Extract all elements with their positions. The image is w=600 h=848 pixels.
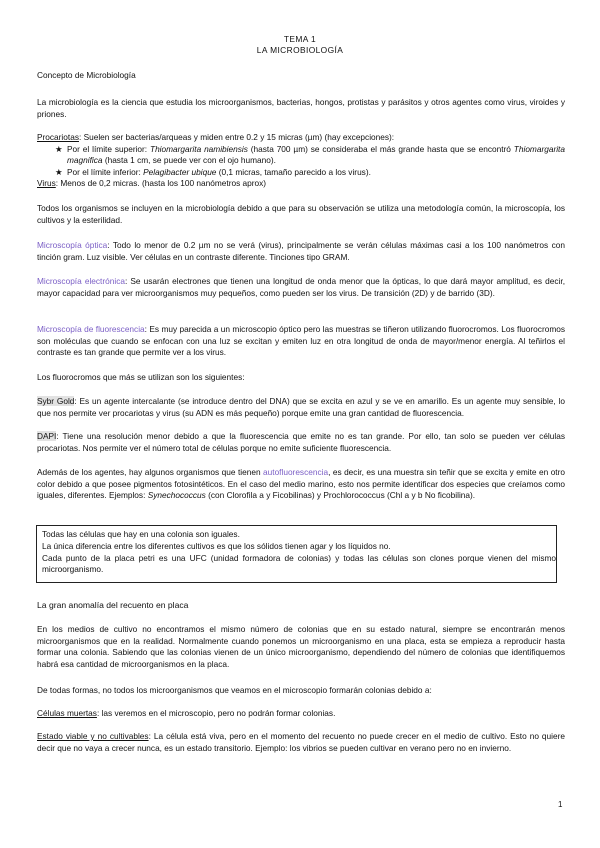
species-name: Thiomargarita magnifica (67, 143, 565, 166)
electronica-text: : Se usarán electrones que tienen una longitud de onda menor que la ópticas, lo que dará mayor amplitud, es decir, mayor capacidad para ver microorganismos muy pequeños, como pueden ser los virus. De transición (2D) y de barrido (3D). (37, 276, 566, 298)
procariotas-label: Procariotas (37, 132, 79, 142)
star-bullet-icon: ★ (55, 166, 63, 177)
chapter-title: LA MICROBIOLOGÍA (256, 45, 344, 55)
todos-paragraph (37, 203, 565, 226)
virus-text: : Menos de 0,2 micras. (hasta los 100 nanómetros aprox) (55, 178, 267, 189)
intro-paragraph (37, 97, 565, 120)
sybr-paragraph (37, 396, 565, 419)
star-bullet-icon: ★ (55, 143, 63, 154)
list-item-text: Por el límite inferior: (67, 166, 144, 177)
viable-paragraph (37, 731, 565, 754)
dapi-text: : Tiene una resolución menor debido a que la fluorescencia que emite no es tan grande. Por ello, tan solo se pueden ver células procariotas. Nos permite ver el número total de células porque no emite suficiente fluorescencia. (37, 431, 565, 453)
auto-text: (con Clorofila a y Ficobilinas) y Prochlorococcus (Chl a y b No ficobilina). (205, 490, 476, 501)
todos-text: Todos los organismos se incluyen en la microbiología debido a que para su observación se utiliza una metodología común, la microscopía, los cultivos y la esterilidad. (37, 203, 565, 225)
section-title-anomalia: La gran anomalía del recuento en placa (37, 600, 189, 610)
viable-label: Estado viable y no cultivables (37, 731, 149, 741)
species-name: Thiomargarita namibiensis (150, 143, 248, 154)
muertas-text: : las veremos en el microscopio, pero no podrán formar colonias. (96, 708, 336, 718)
virus-label: Virus (37, 178, 56, 189)
autofluorescencia-label: autofluorescencia (263, 467, 329, 477)
fluorescencia-paragraph (37, 324, 565, 359)
procariotas-list (37, 144, 565, 179)
species-name: Pelagibacter ubique (143, 166, 217, 177)
list-item (37, 144, 565, 167)
optica-label: Microscopía óptica (37, 240, 108, 250)
optica-paragraph (37, 240, 565, 263)
sybr-text: : Es un agente intercalante (se introduce dentro del DNA) que se excita en azul y se ve en amarillo. Es un agente muy sensible, lo que nos permite ver procariotas y virus (su ADN es más pequeño) porque emite una gran cantidad de fluorescencia. (37, 396, 565, 418)
muertas-label: Células muertas (37, 708, 97, 718)
anomalia-text: En los medios de cultivo no encontramos el mismo número de colonias que en su estado natural, siempre se encontrarán menos microorganismos que en la realidad. Normalmente cuando ponemos un microorganismo en una placa, esta se empieza a reproducir hasta formar una colonia. Sabiendo que las colonias vienen de un único microorganismo, dependiendo del número de colonias que identifiquemos habrá esa cantidad de microorganismos en la placa. (37, 624, 565, 669)
species-name: Synechococcus (147, 490, 206, 501)
procariotas-block (37, 132, 565, 190)
note-line: La única diferencia entre los diferentes cultivos es que los sólidos tienen agar y los líquidos no. (42, 540, 391, 551)
list-item (37, 167, 565, 179)
formas-paragraph: De todas formas, no todos los microorganismos que veamos en el microscopio formarán colonias debido a: (37, 685, 432, 695)
viable-text: : La célula está viva, pero en el momento del recuento no puede crecer en el medio de cultivo. Esto no quiere decir que no vaya a crecer nunca, es un estado transitorio. Ejemplo: los vibrios se pueden cultivar en verano pero no en invierno. (37, 731, 565, 753)
chapter-number: TEMA 1 (283, 34, 317, 44)
muertas-paragraph (37, 708, 565, 720)
list-item-text: Por el límite superior: (67, 143, 150, 154)
section-title-concepto: Concepto de Microbiología (37, 70, 136, 80)
fluorescencia-text: : Es muy parecida a un microscopio óptico pero las muestras se tiñeron utilizando fluorocromos. Los fluorocromos son moléculas que cuando se enfocan con una luz se excitan y emiten luz en otra longitud de onda de mayor/menor energía. Al teñirlos el contraste es tan grande que permite ver a los virus. (37, 324, 565, 358)
list-item-text: (hasta 1 cm, se puede ver con el ojo humano). (102, 155, 276, 166)
autofluorescencia-paragraph (37, 467, 565, 502)
dapi-paragraph (37, 431, 565, 454)
fluorescencia-label: Microscopía de fluorescencia (37, 324, 145, 334)
sybr-label: Sybr Gold (37, 396, 75, 406)
auto-text: Además de los agentes, hay algunos organismos que tienen (37, 467, 264, 477)
fluorocromos-intro: Los fluorocromos que más se utilizan son los siguientes: (37, 372, 245, 382)
procariotas-text: : Suelen ser bacterias/arqueas y miden entre 0.2 y 15 micras (µm) (hay excepciones): (78, 132, 395, 142)
list-item-text: (hasta 700 µm) se consideraba el más grande hasta que se encontró (247, 143, 514, 154)
auto-text: , es decir, es una muestra sin teñir que se excita y emite en otro color debido a que posee pigmentos fotosintéticos. En el caso del medio marino, esto nos permite identificar dos especies que creíamos como iguales, diferentes. Ejemplos: (37, 467, 565, 501)
note-line: Todas las células que hay en una colonia son iguales. (42, 529, 240, 539)
note-line: Cada punto de la placa petri es una UFC (unidad formadora de colonias) y todas las células son clones porque vienen del mismo microorganismo. (42, 552, 556, 575)
anomalia-paragraph (37, 624, 565, 670)
page-number: 1 (558, 800, 563, 809)
dapi-label: DAPI (37, 431, 57, 441)
intro-text: La microbiología es la ciencia que estudia los microorganismos, bacterias, hongos, protistas y parásitos y otros agentes como virus, viroides y priones. (37, 97, 565, 119)
electronica-label: Microscopía electrónica (37, 276, 125, 286)
note-box (36, 525, 557, 583)
list-item-text: (0,1 micras, tamaño parecido a los virus). (216, 166, 371, 177)
optica-text: : Todo lo menor de 0.2 µm no se verá (virus), principalmente se verán células máximas casi a los 100 nanómetros con tinción gram. Luz visible. Ver células en un contraste diferente. Tinciones tipo GRAM. (37, 240, 566, 262)
electronica-paragraph (37, 276, 565, 299)
